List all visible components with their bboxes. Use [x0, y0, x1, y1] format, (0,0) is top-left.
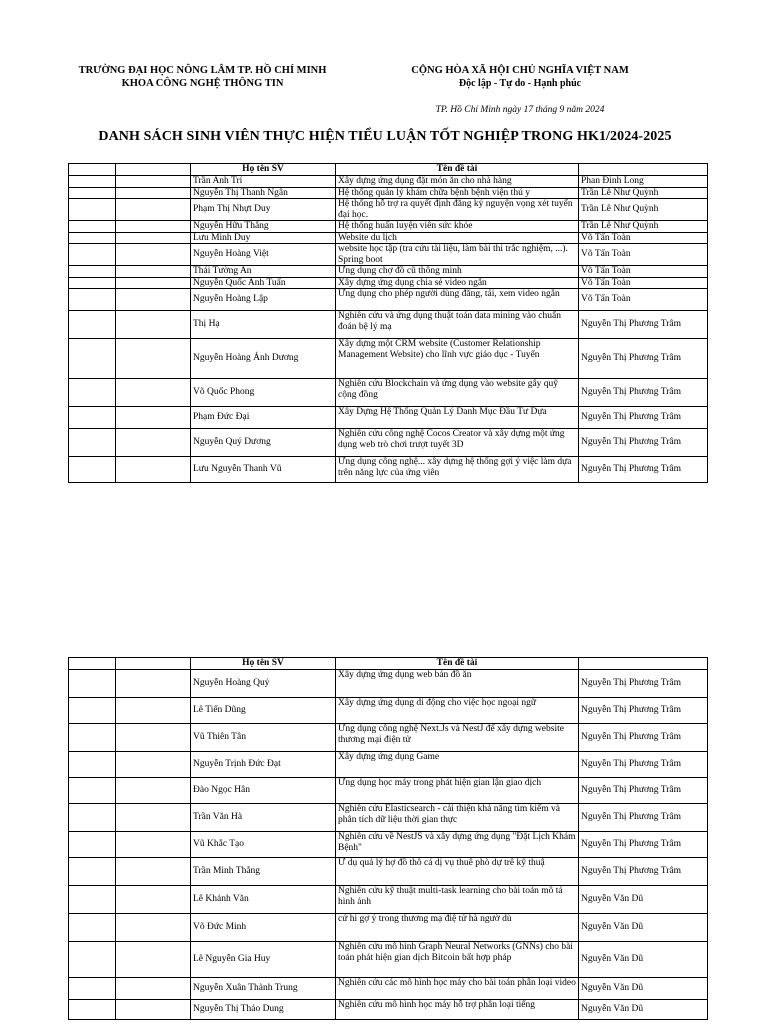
- table-row: [69, 311, 708, 339]
- thesis-topic-cell: Ứng dụng chợ đồ cũ thông minh: [336, 266, 579, 278]
- row-blank-cell: [116, 221, 191, 233]
- thesis-topic-cell: Nghiên cứu các mô hình học máy cho bài toán phân loại video: [336, 978, 579, 1000]
- row-blank-cell: [69, 244, 116, 266]
- table-row: [69, 407, 708, 429]
- table-row: [69, 832, 708, 858]
- row-blank-cell: [69, 289, 116, 311]
- student-name-cell: Nguyễn Hoàng Ánh Dương: [191, 339, 336, 379]
- row-blank-cell: [116, 187, 191, 199]
- table-row: [69, 187, 708, 199]
- table-row: [69, 457, 708, 483]
- advisor-cell: Võ Tấn Toàn: [579, 266, 708, 278]
- row-blank-cell: [116, 277, 191, 289]
- thesis-topic-cell: Nghiên cứu mô hình học máy hỗ trợ phân loại tiếng: [336, 1000, 579, 1020]
- thesis-topic-cell: Xây dựng ứng dụng web bán đồ ăn: [336, 670, 579, 698]
- table-row: [69, 942, 708, 978]
- student-name-cell: Phạm Thị Nhựt Duy: [191, 199, 336, 221]
- table-header-row: [69, 164, 708, 176]
- row-blank-cell: [116, 1000, 191, 1020]
- advisor-cell: Võ Tấn Toàn: [579, 289, 708, 311]
- student-name-cell: Nguyễn Thị Thanh Ngân: [191, 187, 336, 199]
- advisor-cell: Nguyễn Thị Phương Trâm: [579, 804, 708, 832]
- row-blank-cell: [69, 339, 116, 379]
- advisor-cell: Nguyễn Thị Phương Trâm: [579, 778, 708, 804]
- thesis-topic-cell: Website du lịch: [336, 232, 579, 244]
- row-blank-cell: [116, 886, 191, 914]
- student-name-cell: Phạm Đức Đại: [191, 407, 336, 429]
- student-name-cell: Trần Anh Trí: [191, 176, 336, 188]
- table-row: [69, 277, 708, 289]
- thesis-topic-cell: Ứng dụng công nghệ Next.Js và NestJ để xây dựng website thương mại điện tử: [336, 724, 579, 752]
- student-name-cell: Trần Minh Thắng: [191, 858, 336, 886]
- row-blank-cell: [69, 778, 116, 804]
- student-name-cell: Lưu Minh Duy: [191, 232, 336, 244]
- thesis-topic-cell: Nghiên cứu Elasticsearch - cải thiện khả năng tìm kiếm và phân tích dữ liệu thời gian thực: [336, 804, 579, 832]
- student-name-cell: Nguyễn Quý Dương: [191, 429, 336, 457]
- thesis-topic-cell: Hệ thống quản lý khám chữa bệnh bệnh viện thú y: [336, 187, 579, 199]
- row-blank-cell: [116, 311, 191, 339]
- row-blank-cell: [116, 266, 191, 278]
- thesis-topic-cell: cứ hi gợ ý trong thương mạ điệ tử hà ngườ dù: [336, 914, 579, 942]
- document-title: DANH SÁCH SINH VIÊN THỰC HIỆN TIỂU LUẬN TỐT NGHIỆP TRONG HK1/2024-2025: [98, 129, 672, 144]
- row-blank-cell: [69, 379, 116, 407]
- thesis-topic-cell: Nghiên cứu công nghệ Cocos Creator và xây dựng một ứng dụng web trò chơi trượt tuyết 3D: [336, 429, 579, 457]
- thesis-topic-cell: Ứng dụng cho phép người dùng đăng, tải, xem video ngắn: [336, 289, 579, 311]
- row-blank-cell: [116, 407, 191, 429]
- row-blank-cell: [69, 199, 116, 221]
- advisor-cell: Nguyễn Thị Phương Trâm: [579, 457, 708, 483]
- thesis-topic-cell: Nghiên cứu và ứng dụng thuật toán data mining vào chuẩn đoán bệ lý mạ: [336, 311, 579, 339]
- row-blank-cell: [69, 832, 116, 858]
- student-name-cell: Đào Ngọc Hân: [191, 778, 336, 804]
- table-row: [69, 266, 708, 278]
- row-blank-cell: [69, 698, 116, 724]
- table-row: [69, 724, 708, 752]
- advisor-cell: Nguyễn Thị Phương Trâm: [579, 379, 708, 407]
- row-blank-cell: [69, 457, 116, 483]
- thesis-topic-cell: Xây Dựng Hệ Thống Quản Lý Danh Mục Đầu Tư Dựa: [336, 407, 579, 429]
- student-name-cell: Nguyễn Hoàng Lập: [191, 289, 336, 311]
- thesis-topic-cell: Xây dựng ứng dụng chia sẻ video ngắn: [336, 277, 579, 289]
- row-blank-cell: [116, 457, 191, 483]
- col-blank-1: [69, 658, 116, 670]
- student-name-cell: Lê Tiến Dũng: [191, 698, 336, 724]
- col-advisor-header: [579, 164, 708, 176]
- row-blank-cell: [69, 407, 116, 429]
- student-table-1: [68, 163, 708, 483]
- row-blank-cell: [69, 942, 116, 978]
- row-blank-cell: [116, 176, 191, 188]
- advisor-cell: Trần Lê Như Quỳnh: [579, 199, 708, 221]
- row-blank-cell: [116, 752, 191, 778]
- table-row: [69, 978, 708, 1000]
- national-header: [395, 64, 645, 90]
- table-row: [69, 886, 708, 914]
- row-blank-cell: [69, 221, 116, 233]
- table-row: [69, 1000, 708, 1020]
- row-blank-cell: [116, 832, 191, 858]
- advisor-cell: Võ Tấn Toàn: [579, 244, 708, 266]
- row-blank-cell: [116, 339, 191, 379]
- table-row: [69, 914, 708, 942]
- col-name-header: Họ tên SV: [191, 164, 336, 176]
- row-blank-cell: [116, 232, 191, 244]
- row-blank-cell: [69, 914, 116, 942]
- table-row: [69, 670, 708, 698]
- student-name-cell: Vũ Khắc Tạo: [191, 832, 336, 858]
- row-blank-cell: [116, 942, 191, 978]
- col-topic-header: Tên đề tài: [336, 164, 579, 176]
- student-name-cell: Nguyễn Quốc Anh Tuấn: [191, 277, 336, 289]
- col-blank-2: [116, 164, 191, 176]
- advisor-cell: Trần Lê Như Quỳnh: [579, 221, 708, 233]
- advisor-cell: Nguyễn Thị Phương Trâm: [579, 670, 708, 698]
- table-row: [69, 244, 708, 266]
- table-row: [69, 221, 708, 233]
- thesis-topic-cell: Nghiên cứu Blockchain và ứng dụng vào website gây quỹ cộng đồng: [336, 379, 579, 407]
- row-blank-cell: [69, 311, 116, 339]
- advisor-cell: Nguyễn Văn Dũ: [579, 1000, 708, 1020]
- table-row: [69, 379, 708, 407]
- thesis-topic-cell: Ứ dụ quả lý hợ đồ thô cá dị vụ thuê phò dự trê kỹ thuậ: [336, 858, 579, 886]
- school-header: [60, 64, 345, 90]
- student-name-cell: Thị Hạ: [191, 311, 336, 339]
- row-blank-cell: [116, 724, 191, 752]
- table-row: [69, 232, 708, 244]
- advisor-cell: Nguyễn Thị Phương Trâm: [579, 858, 708, 886]
- row-blank-cell: [69, 1000, 116, 1020]
- thesis-topic-cell: Nghiên cứu mô hình Graph Neural Networks (GNNs) cho bài toán phát hiện gian dịch Bitcoin bất hợp pháp: [336, 942, 579, 978]
- thesis-topic-cell: Nghiên cứu kỹ thuật multi-task learning cho bài toán mô tả hình ảnh: [336, 886, 579, 914]
- student-name-cell: Lưu Nguyễn Thanh Vũ: [191, 457, 336, 483]
- row-blank-cell: [69, 858, 116, 886]
- table-header-row: [69, 658, 708, 670]
- student-name-cell: Lê Khánh Văn: [191, 886, 336, 914]
- row-blank-cell: [69, 724, 116, 752]
- student-name-cell: Nguyễn Hoàng Việt: [191, 244, 336, 266]
- table-row: [69, 698, 708, 724]
- advisor-cell: Nguyễn Thị Phương Trâm: [579, 724, 708, 752]
- advisor-cell: Võ Tấn Toàn: [579, 277, 708, 289]
- table-row: [69, 429, 708, 457]
- row-blank-cell: [116, 804, 191, 832]
- table-row: [69, 199, 708, 221]
- student-table-2: [68, 657, 708, 1020]
- student-name-cell: Nguyễn Hoàng Quý: [191, 670, 336, 698]
- student-name-cell: Nguyễn Xuân Thành Trung: [191, 978, 336, 1000]
- row-blank-cell: [116, 858, 191, 886]
- advisor-cell: Nguyễn Thị Phương Trâm: [579, 429, 708, 457]
- student-name-cell: Nguyễn Trịnh Đức Đạt: [191, 752, 336, 778]
- student-name-cell: Lê Nguyễn Gia Huy: [191, 942, 336, 978]
- row-blank-cell: [116, 244, 191, 266]
- row-blank-cell: [69, 176, 116, 188]
- row-blank-cell: [116, 429, 191, 457]
- advisor-cell: Nguyễn Thị Phương Trâm: [579, 832, 708, 858]
- col-topic-header: Tên đề tài: [336, 658, 579, 670]
- table-row: [69, 804, 708, 832]
- row-blank-cell: [116, 778, 191, 804]
- thesis-topic-cell: website học tập (tra cứu tài liệu, làm bài thi trắc nghiệm, ...). Spring boot: [336, 244, 579, 266]
- row-blank-cell: [69, 277, 116, 289]
- row-blank-cell: [116, 670, 191, 698]
- table-row: [69, 176, 708, 188]
- table-row: [69, 858, 708, 886]
- student-name-cell: Vũ Thiên Tân: [191, 724, 336, 752]
- advisor-cell: Võ Tấn Toàn: [579, 232, 708, 244]
- advisor-cell: Nguyễn Thị Phương Trâm: [579, 311, 708, 339]
- university-name: TRƯỜNG ĐẠI HỌC NÔNG LÂM TP. HỒ CHÍ MINH: [78, 65, 327, 76]
- row-blank-cell: [69, 670, 116, 698]
- row-blank-cell: [69, 429, 116, 457]
- row-blank-cell: [116, 289, 191, 311]
- row-blank-cell: [116, 978, 191, 1000]
- row-blank-cell: [69, 232, 116, 244]
- thesis-topic-cell: Xây dựng một CRM website (Customer Relationship Management Website) cho lĩnh vực giáo dục - Tuyển: [336, 339, 579, 379]
- row-blank-cell: [116, 914, 191, 942]
- thesis-topic-cell: Xây dựng ứng dụng di động cho việc học ngoại ngữ: [336, 698, 579, 724]
- col-advisor-header: [579, 658, 708, 670]
- student-name-cell: Võ Đức Minh: [191, 914, 336, 942]
- table-row: [69, 752, 708, 778]
- row-blank-cell: [116, 698, 191, 724]
- student-name-cell: Nguyễn Hữu Thắng: [191, 221, 336, 233]
- row-blank-cell: [69, 266, 116, 278]
- thesis-topic-cell: Ứng dụng công nghệ... xây dựng hệ thống gợi ý việc làm dựa trên năng lực của ứng viên: [336, 457, 579, 483]
- thesis-topic-cell: Xây dựng ứng dụng Game: [336, 752, 579, 778]
- table-row: [69, 339, 708, 379]
- student-name-cell: Nguyễn Thị Thảo Dung: [191, 1000, 336, 1020]
- document-date: TP. Hồ Chí Minh ngày 17 tháng 9 năm 2024: [435, 105, 605, 115]
- student-name-cell: Thái Tường An: [191, 266, 336, 278]
- advisor-cell: Nguyễn Văn Dũ: [579, 886, 708, 914]
- row-blank-cell: [69, 187, 116, 199]
- advisor-cell: Nguyễn Thị Phương Trâm: [579, 752, 708, 778]
- advisor-cell: Phan Đình Long: [579, 176, 708, 188]
- col-blank-2: [116, 658, 191, 670]
- student-name-cell: Trần Văn Hà: [191, 804, 336, 832]
- advisor-cell: Nguyễn Thị Phương Trâm: [579, 407, 708, 429]
- advisor-cell: Nguyễn Thị Phương Trâm: [579, 698, 708, 724]
- col-name-header: Họ tên SV: [191, 658, 336, 670]
- row-blank-cell: [116, 199, 191, 221]
- row-blank-cell: [69, 978, 116, 1000]
- advisor-cell: Nguyễn Thị Phương Trâm: [579, 339, 708, 379]
- advisor-cell: Nguyễn Văn Dũ: [579, 942, 708, 978]
- row-blank-cell: [116, 379, 191, 407]
- student-name-cell: Võ Quốc Phong: [191, 379, 336, 407]
- advisor-cell: Trần Lê Như Quỳnh: [579, 187, 708, 199]
- col-blank-1: [69, 164, 116, 176]
- row-blank-cell: [69, 752, 116, 778]
- thesis-topic-cell: Ứng dụng học máy trong phát hiện gian lận giao dịch: [336, 778, 579, 804]
- table-row: [69, 289, 708, 311]
- advisor-cell: Nguyễn Văn Dũ: [579, 914, 708, 942]
- thesis-topic-cell: Xây dựng ứng dụng đặt món ăn cho nhà hàng: [336, 176, 579, 188]
- thesis-topic-cell: Hệ thống hỗ trợ ra quyết định đăng ký nguyện vọng xét tuyển đại học.: [336, 199, 579, 221]
- thesis-topic-cell: Hệ thống huấn luyện viên sức khỏe: [336, 221, 579, 233]
- national-motto: CỘNG HÒA XÃ HỘI CHỦ NGHĨA VIỆT NAM: [411, 65, 629, 76]
- row-blank-cell: [69, 804, 116, 832]
- table-row: [69, 778, 708, 804]
- row-blank-cell: [69, 886, 116, 914]
- faculty-name: KHOA CÔNG NGHỆ THÔNG TIN: [121, 78, 284, 89]
- national-slogan: Độc lập - Tự do - Hạnh phúc: [458, 78, 582, 89]
- thesis-topic-cell: Nghiên cứu về NestJS và xây dựng ứng dụng "Đặt Lịch Khám Bệnh": [336, 832, 579, 858]
- advisor-cell: Nguyễn Văn Dũ: [579, 978, 708, 1000]
